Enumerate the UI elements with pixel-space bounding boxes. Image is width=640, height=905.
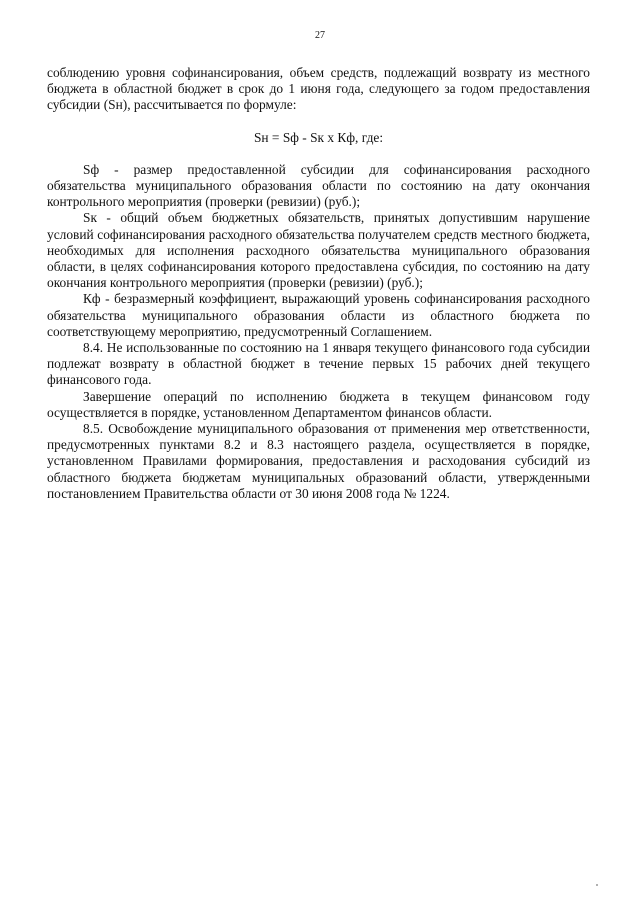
paragraph-kf-definition: Кф - безразмерный коэффициент, выражающий уровень софинансирования расходного обязательства муниципального образования области из областного бюджета по соответствующему мероприятию, предусмотренный Соглашением. [47, 291, 590, 339]
paragraph-budget-completion: Завершение операций по исполнению бюджета в текущем финансовом году осуществляется в порядке, установленном Департаментом финансов области. [47, 388, 590, 420]
formula: Sн = Sф - Sк х Кф, где: [253, 129, 384, 145]
document-body [47, 65, 590, 502]
page-number: 27 [315, 30, 325, 41]
paragraph-intro: соблюдению уровня софинансирования, объем средств, подлежащий возврату из местного бюджета в областной бюджет в срок до 1 июня года, следующего за годом предоставления субсидии (Sн), рассчитывается по формуле: [47, 65, 590, 113]
paragraph-sf-definition: Sф - размер предоставленной субсидии для софинансирования расходного обязательства муниципального образования области по состоянию на дату окончания контрольного мероприятия (проверки (ревизии) (руб.); [47, 161, 590, 210]
paragraph-8-4: 8.4. Не использованные по состоянию на 1 января текущего финансового года субсидии подлежат возврату в областной бюджет в течение первых 15 рабочих дней текущего финансового года. [47, 340, 590, 388]
scan-speck [596, 884, 598, 886]
paragraph-8-5: 8.5. Освобождение муниципального образования от применения мер ответственности, предусмотренных пунктами 8.2 и 8.3 настоящего раздела, осуществляется в порядке, установленном Правилами формирования, предоставления и расходования субсидий из областного бюджета бюджетам муниципальных образований области, утвержденными постановлением Правительства области от 30 июня 2008 года № 1224. [47, 421, 590, 501]
paragraph-sk-definition: Sк - общий объем бюджетных обязательств, принятых допустившим нарушение условий софинансирования расходного обязательства получателем средств местного бюджета, необходимых для исполнения расходного обязательства муниципального образования области, в целях софинансирования которого предоставлена субсидия, по состоянию на дату окончания контрольного мероприятия (проверки (ревизии) (руб.); [47, 210, 590, 291]
